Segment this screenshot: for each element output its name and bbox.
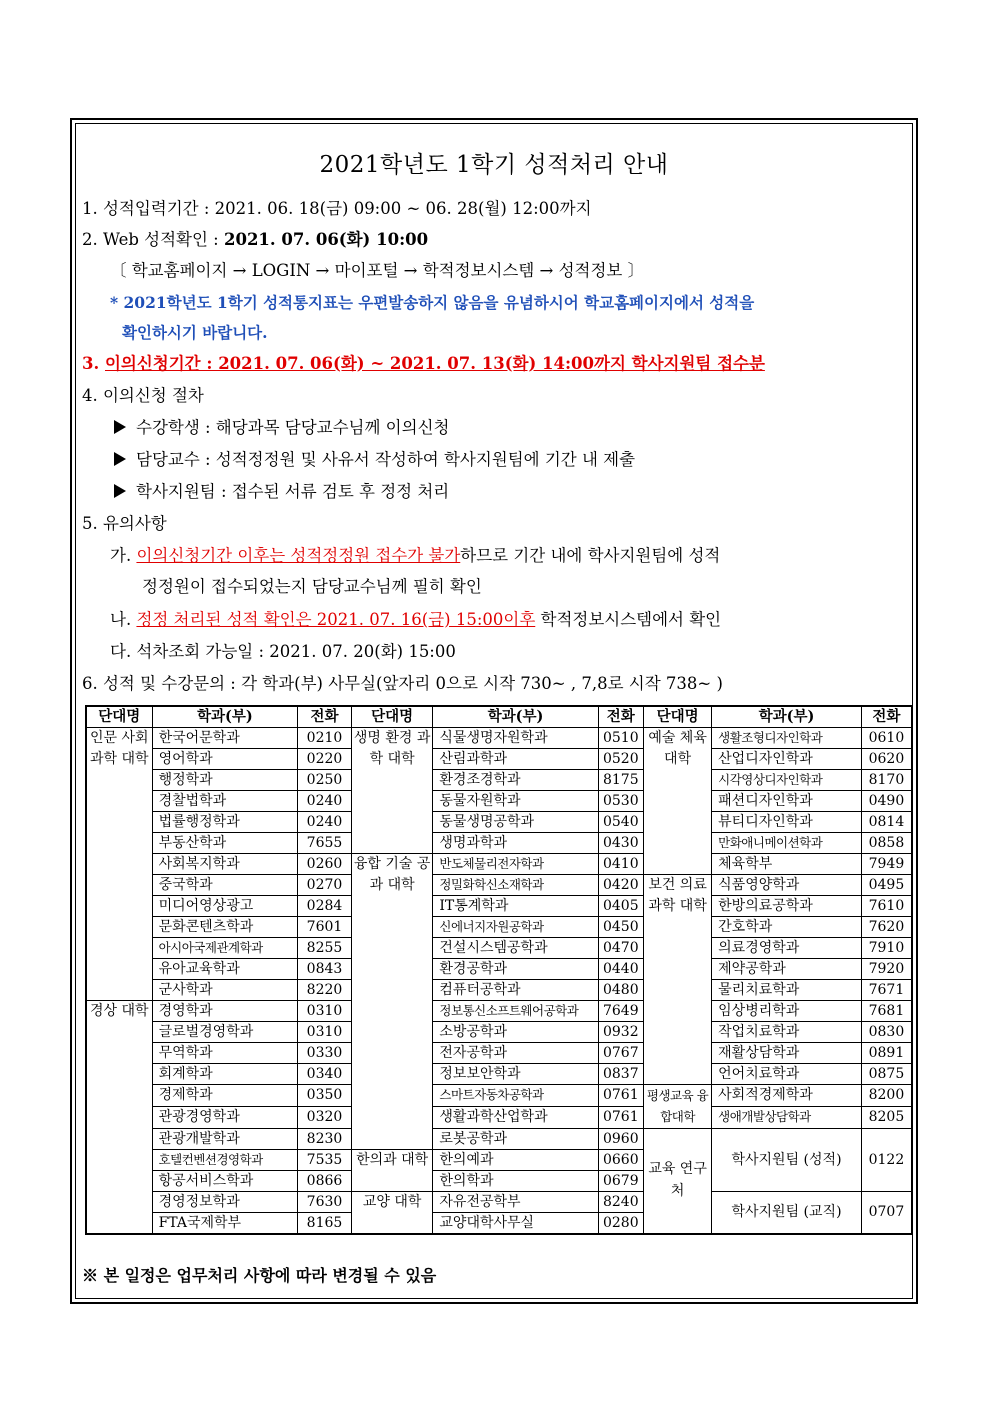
dept-tel: 0837 bbox=[598, 1064, 643, 1085]
dept-tel: 0858 bbox=[861, 833, 912, 854]
dept-name: 의료경영학과 bbox=[712, 938, 862, 959]
item-2-date: 2021. 07. 06(화) 10:00 bbox=[223, 230, 429, 249]
dept-tel: 7601 bbox=[298, 917, 352, 938]
dept-name: 작업치료학과 bbox=[712, 1022, 862, 1043]
dept-tel: 0440 bbox=[598, 959, 643, 980]
dept-tel: 0490 bbox=[861, 791, 912, 812]
dept-tel: 8255 bbox=[298, 938, 352, 959]
item-4-procedure-heading: 4. 이의신청 절차 bbox=[82, 386, 204, 405]
header-dept: 학과(부) bbox=[712, 706, 862, 728]
item-5-notes-heading: 5. 유의사항 bbox=[82, 514, 167, 533]
dept-name: 유아교육학과 bbox=[152, 959, 298, 980]
dept-tel: 0270 bbox=[298, 875, 352, 896]
college-cell: 한의과 대학 bbox=[351, 1149, 433, 1191]
college-cell: 교양 대학 bbox=[351, 1191, 433, 1234]
dept-tel: 0405 bbox=[598, 896, 643, 917]
table-row bbox=[86, 1191, 912, 1212]
dept-tel: 0875 bbox=[861, 1064, 912, 1085]
dept-tel: 0340 bbox=[298, 1064, 352, 1085]
table-row bbox=[86, 854, 912, 875]
dept-name: 경찰법학과 bbox=[152, 791, 298, 812]
table-row bbox=[86, 959, 912, 980]
notice-frame bbox=[70, 118, 918, 1304]
header-college: 단대명 bbox=[86, 706, 152, 728]
dept-name: 산업디자인학과 bbox=[712, 749, 862, 770]
dept-name: 자유전공학부 bbox=[433, 1191, 598, 1212]
dept-tel: 8230 bbox=[298, 1128, 352, 1149]
dept-name: 항공서비스학과 bbox=[152, 1170, 298, 1191]
table-row bbox=[86, 1064, 912, 1085]
header-college: 단대명 bbox=[351, 706, 433, 728]
dept-tel: 7681 bbox=[861, 1001, 912, 1022]
item-4-step-3 bbox=[114, 481, 449, 503]
dept-name: 임상병리학과 bbox=[712, 1001, 862, 1022]
dept-tel: 0284 bbox=[298, 896, 352, 917]
dept-name: 경제학과 bbox=[152, 1085, 298, 1107]
dept-name: 회계학과 bbox=[152, 1064, 298, 1085]
dept-tel: 0240 bbox=[298, 812, 352, 833]
college-cell: 예술 체육 대학 bbox=[644, 728, 712, 875]
dept-tel: 0420 bbox=[598, 875, 643, 896]
dept-name: 사회복지학과 bbox=[152, 854, 298, 875]
table-row bbox=[86, 770, 912, 791]
dept-tel: 0350 bbox=[298, 1085, 352, 1107]
table-row bbox=[86, 1043, 912, 1064]
dept-tel: 0814 bbox=[861, 812, 912, 833]
dept-name: 환경공학과 bbox=[433, 959, 598, 980]
dept-tel: 0530 bbox=[598, 791, 643, 812]
item-5-a-line2: 정정원이 접수되었는지 담당교수님께 필히 확인 bbox=[142, 577, 482, 596]
dept-name: 생활과학산업학과 bbox=[433, 1106, 598, 1128]
dept-name: 간호학과 bbox=[712, 917, 862, 938]
dept-name: 뷰티디자인학과 bbox=[712, 812, 862, 833]
table-row bbox=[86, 896, 912, 917]
dept-name: 컴퓨터공학과 bbox=[433, 980, 598, 1001]
header-dept: 학과(부) bbox=[433, 706, 598, 728]
dept-name: 군사학과 bbox=[152, 980, 298, 1001]
item-1-grade-entry-period: 1. 성적입력기간 : 2021. 06. 18(금) 09:00 ~ 06. 28(월) 12:00까지 bbox=[82, 199, 592, 218]
dept-name: 동물자원학과 bbox=[433, 791, 598, 812]
dept-tel: 0260 bbox=[298, 854, 352, 875]
dept-name: 무역학과 bbox=[152, 1043, 298, 1064]
dept-name: 아시아국제관계학과 bbox=[152, 938, 298, 959]
dept-tel: 7655 bbox=[298, 833, 352, 854]
dept-name: 법률행정학과 bbox=[152, 812, 298, 833]
dept-tel: 0707 bbox=[861, 1191, 912, 1234]
dept-tel: 0320 bbox=[298, 1106, 352, 1128]
dept-name: 영어학과 bbox=[152, 749, 298, 770]
dept-name: 글로벌경영학과 bbox=[152, 1022, 298, 1043]
dept-name: 식품영양학과 bbox=[712, 875, 862, 896]
item-5-c: 다. 석차조회 가능일 : 2021. 07. 20(화) 15:00 bbox=[110, 642, 456, 661]
dept-tel: 0866 bbox=[298, 1170, 352, 1191]
dept-tel: 0450 bbox=[598, 917, 643, 938]
dept-name: 패션디자인학과 bbox=[712, 791, 862, 812]
table-row bbox=[86, 812, 912, 833]
contacts-table-body bbox=[86, 728, 912, 1234]
table-row bbox=[86, 875, 912, 896]
dept-name: 행정학과 bbox=[152, 770, 298, 791]
dept-tel: 8175 bbox=[598, 770, 643, 791]
dept-name: 경영정보학과 bbox=[152, 1191, 298, 1212]
dept-tel: 0240 bbox=[298, 791, 352, 812]
dept-name: 시각영상디자인학과 bbox=[712, 770, 862, 791]
table-row bbox=[86, 833, 912, 854]
dept-tel: 0932 bbox=[598, 1022, 643, 1043]
table-row bbox=[86, 938, 912, 959]
table-row bbox=[86, 1001, 912, 1022]
table-row bbox=[86, 1022, 912, 1043]
item-6-contacts: 6. 성적 및 수강문의 : 각 학과(부) 사무실(앞자리 0으로 시작 730~ , 7,8로 시작 738~ ) bbox=[82, 674, 723, 693]
dept-tel: 0830 bbox=[861, 1022, 912, 1043]
dept-tel: 8170 bbox=[861, 770, 912, 791]
dept-name: 언어치료학과 bbox=[712, 1064, 862, 1085]
dept-tel: 0761 bbox=[598, 1085, 643, 1107]
header-dept: 학과(부) bbox=[152, 706, 298, 728]
dept-name: 생애개발상담학과 bbox=[712, 1106, 862, 1128]
dept-name: 미디어영상광고 bbox=[152, 896, 298, 917]
dept-tel: 7671 bbox=[861, 980, 912, 1001]
header-tel: 전화 bbox=[598, 706, 643, 728]
dept-tel: 7910 bbox=[861, 938, 912, 959]
dept-name: 학사지원팀 (교직) bbox=[712, 1191, 862, 1234]
dept-tel: 0540 bbox=[598, 812, 643, 833]
page-title: 2021학년도 1학기 성적처리 안내 bbox=[319, 152, 669, 178]
dept-tel: 0891 bbox=[861, 1043, 912, 1064]
item-5-b-suffix: 학적정보시스템에서 확인 bbox=[535, 610, 722, 629]
dept-tel: 7920 bbox=[861, 959, 912, 980]
dept-tel: 0960 bbox=[598, 1128, 643, 1149]
dept-tel: 7649 bbox=[598, 1001, 643, 1022]
dept-name: 학사지원팀 (성적) bbox=[712, 1128, 862, 1191]
dept-name: 교양대학사무실 bbox=[433, 1212, 598, 1234]
item-5-a-prefix: 가. bbox=[110, 546, 137, 565]
item-2-web-check bbox=[82, 229, 428, 251]
table-header-row bbox=[86, 706, 912, 728]
college-cell: 평생교육 융합대학 bbox=[644, 1085, 712, 1129]
dept-tel: 8200 bbox=[861, 1085, 912, 1107]
dept-name: 반도체물리전자학과 bbox=[433, 854, 598, 875]
table-row bbox=[86, 980, 912, 1001]
dept-name: 관광개발학과 bbox=[152, 1128, 298, 1149]
dept-tel: 0122 bbox=[861, 1128, 912, 1191]
dept-tel: 0470 bbox=[598, 938, 643, 959]
dept-name: 건설시스템공학과 bbox=[433, 938, 598, 959]
dept-tel: 7630 bbox=[298, 1191, 352, 1212]
dept-tel: 0761 bbox=[598, 1106, 643, 1128]
dept-name: 경영학과 bbox=[152, 1001, 298, 1022]
item-4-step-2-text: 담당교수 : 성적정정원 및 사유서 작성하여 학사지원팀에 기간 내 제출 bbox=[136, 450, 636, 469]
item-2-note-line2: 확인하시기 바랍니다. bbox=[122, 323, 268, 342]
dept-name: 중국학과 bbox=[152, 875, 298, 896]
dept-tel: 0510 bbox=[598, 728, 643, 749]
dept-name: IT통계학과 bbox=[433, 896, 598, 917]
dept-name: FTA국제학부 bbox=[152, 1212, 298, 1234]
dept-tel: 0210 bbox=[298, 728, 352, 749]
dept-tel: 0495 bbox=[861, 875, 912, 896]
contacts-table bbox=[85, 705, 913, 1235]
dept-tel: 0660 bbox=[598, 1149, 643, 1170]
item-3-objection-period bbox=[82, 353, 765, 375]
dept-name: 전자공학과 bbox=[433, 1043, 598, 1064]
dept-tel: 8205 bbox=[861, 1106, 912, 1128]
dept-name: 신에너지자원공학과 bbox=[433, 917, 598, 938]
dept-tel: 0220 bbox=[298, 749, 352, 770]
dept-name: 재활상담학과 bbox=[712, 1043, 862, 1064]
college-cell: 인문 사회 과학 대학 bbox=[86, 728, 152, 1001]
dept-name: 로봇공학과 bbox=[433, 1128, 598, 1149]
dept-name: 정보보안학과 bbox=[433, 1064, 598, 1085]
college-cell: 교육 연구처 bbox=[644, 1128, 712, 1234]
triangle-bullet-icon bbox=[114, 420, 126, 434]
dept-name: 제약공학과 bbox=[712, 959, 862, 980]
table-row bbox=[86, 1128, 912, 1149]
dept-tel: 8240 bbox=[598, 1191, 643, 1212]
item-5-b-warning: 정정 처리된 성적 확인은 2021. 07. 16(금) 15:00이후 bbox=[136, 610, 536, 629]
item-2-label: 2. Web 성적확인 : bbox=[82, 230, 224, 249]
dept-tel: 0410 bbox=[598, 854, 643, 875]
dept-tel: 0250 bbox=[298, 770, 352, 791]
table-row bbox=[86, 728, 912, 749]
dept-name: 체육학부 bbox=[712, 854, 862, 875]
dept-tel: 0330 bbox=[298, 1043, 352, 1064]
dept-tel: 0310 bbox=[298, 1001, 352, 1022]
dept-name: 호텔컨벤션경영학과 bbox=[152, 1149, 298, 1170]
header-tel: 전화 bbox=[298, 706, 352, 728]
dept-tel: 0843 bbox=[298, 959, 352, 980]
dept-name: 식물생명자원학과 bbox=[433, 728, 598, 749]
dept-name: 생활조형디자인학과 bbox=[712, 728, 862, 749]
table-row bbox=[86, 917, 912, 938]
dept-name: 한방의료공학과 bbox=[712, 896, 862, 917]
college-cell: 융합 기술 공과 대학 bbox=[351, 854, 433, 1150]
footer-note: ※ 본 일정은 업무처리 사항에 따라 변경될 수 있음 bbox=[82, 1266, 437, 1285]
table-row bbox=[86, 1085, 912, 1107]
dept-tel: 0310 bbox=[298, 1022, 352, 1043]
dept-tel: 0679 bbox=[598, 1170, 643, 1191]
dept-tel: 0620 bbox=[861, 749, 912, 770]
item-3-text: 이의신청기간 : 2021. 07. 06(화) ~ 2021. 07. 13(화) 14:00까지 학사지원팀 접수분 bbox=[104, 354, 765, 373]
college-cell: 경상 대학 bbox=[86, 1001, 152, 1234]
dept-name: 정밀화학신소재학과 bbox=[433, 875, 598, 896]
dept-tel: 0610 bbox=[861, 728, 912, 749]
dept-name: 사회적경제학과 bbox=[712, 1085, 862, 1107]
item-3-number: 3. bbox=[82, 354, 105, 373]
dept-tel: 0480 bbox=[598, 980, 643, 1001]
item-4-step-1-text: 수강학생 : 해당과목 담당교수님께 이의신청 bbox=[136, 418, 450, 437]
triangle-bullet-icon bbox=[114, 484, 126, 498]
dept-name: 한국어문학과 bbox=[152, 728, 298, 749]
dept-tel: 0280 bbox=[598, 1212, 643, 1234]
dept-name: 소방공학과 bbox=[433, 1022, 598, 1043]
dept-tel: 7620 bbox=[861, 917, 912, 938]
dept-name: 스마트자동차공학과 bbox=[433, 1085, 598, 1107]
dept-name: 한의학과 bbox=[433, 1170, 598, 1191]
item-5-a-warning: 이의신청기간 이후는 성적정정원 접수가 불가 bbox=[136, 546, 461, 565]
item-4-step-2 bbox=[114, 449, 635, 471]
item-5-a-suffix: 하므로 기간 내에 학사지원팀에 성적 bbox=[460, 546, 721, 565]
dept-name: 물리치료학과 bbox=[712, 980, 862, 1001]
dept-tel: 7949 bbox=[861, 854, 912, 875]
dept-name: 관광경영학과 bbox=[152, 1106, 298, 1128]
item-5-b-prefix: 나. bbox=[110, 610, 137, 629]
dept-name: 생명과학과 bbox=[433, 833, 598, 854]
item-2-navigation-path: 〔 학교홈페이지 → LOGIN → 마이포털 → 학적정보시스템 → 성적정보 〕 bbox=[110, 261, 645, 280]
table-row bbox=[86, 749, 912, 770]
header-college: 단대명 bbox=[644, 706, 712, 728]
dept-tel: 7535 bbox=[298, 1149, 352, 1170]
item-5-b bbox=[110, 609, 721, 631]
dept-name: 동물생명공학과 bbox=[433, 812, 598, 833]
item-5-a bbox=[110, 545, 720, 567]
dept-name: 한의예과 bbox=[433, 1149, 598, 1170]
dept-name: 정보통신소프트웨어공학과 bbox=[433, 1001, 598, 1022]
dept-name: 환경조경학과 bbox=[433, 770, 598, 791]
item-4-step-1 bbox=[114, 417, 449, 439]
dept-tel: 7610 bbox=[861, 896, 912, 917]
dept-tel: 8165 bbox=[298, 1212, 352, 1234]
table-row bbox=[86, 791, 912, 812]
item-2-note-line1: * 2021학년도 1학기 성적통지표는 우편발송하지 않음을 유념하시어 학교홈페이지에서 성적을 bbox=[110, 293, 755, 312]
table-row bbox=[86, 1106, 912, 1128]
college-cell: 생명 환경 과학 대학 bbox=[351, 728, 433, 854]
dept-name: 산림과학과 bbox=[433, 749, 598, 770]
dept-name: 문화콘텐츠학과 bbox=[152, 917, 298, 938]
item-4-step-3-text: 학사지원팀 : 접수된 서류 검토 후 정정 처리 bbox=[136, 482, 450, 501]
dept-tel: 8220 bbox=[298, 980, 352, 1001]
dept-name: 만화애니메이션학과 bbox=[712, 833, 862, 854]
dept-name: 부동산학과 bbox=[152, 833, 298, 854]
header-tel: 전화 bbox=[861, 706, 912, 728]
triangle-bullet-icon bbox=[114, 452, 126, 466]
dept-tel: 0767 bbox=[598, 1043, 643, 1064]
dept-tel: 0520 bbox=[598, 749, 643, 770]
dept-tel: 0430 bbox=[598, 833, 643, 854]
college-cell: 보건 의료 과학 대학 bbox=[644, 875, 712, 1085]
